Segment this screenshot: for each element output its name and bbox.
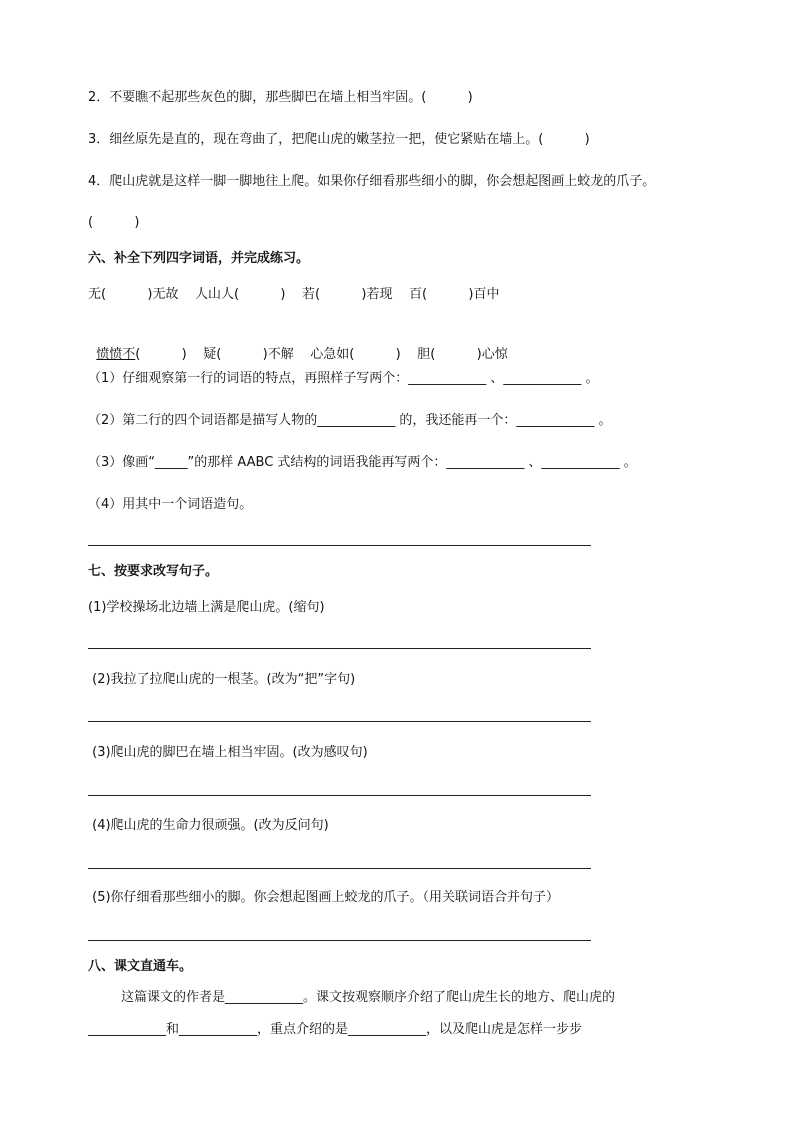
s6-q4: （4）用其中一个词语造句。 [88, 497, 253, 512]
s5-q4: 4．爬山虎就是这样一脚一脚地往上爬。如果你仔细看那些细小的脚，你会想起图画上蛟龙的爪子。 [88, 174, 656, 189]
s5-q4-blank: ( ) [88, 215, 140, 230]
s7-item-3: (3)爬山虎的脚巴在墙上相当牢固。(改为感叹句) [88, 745, 368, 760]
s7-answer-line-1[interactable] [88, 648, 591, 649]
s7-answer-line-3[interactable] [88, 795, 591, 796]
s8-line2: ____________和____________，重点介绍的是____________，以及爬山虎是怎样一步步 [88, 1022, 583, 1037]
s5-q2: 2．不要瞧不起那些灰色的脚，那些脚巴在墙上相当牢固。( ) [88, 90, 473, 105]
s6-row2-rest: ( ) 疑( )不解 心急如( ) 胆( )心惊 [135, 347, 508, 362]
s7-title: 七、按要求改写句子。 [88, 564, 219, 579]
s6-q2: （2）第二行的四个词语都是描写人物的____________ 的，我还能再一个：____________ 。 [88, 413, 612, 428]
s7-answer-line-4[interactable] [88, 868, 591, 869]
s8-line1: 这篇课文的作者是____________。课文按观察顺序介绍了爬山虎生长的地方、爬山虎的 [88, 990, 616, 1005]
s6-row2 [88, 328, 508, 364]
s7-answer-line-5[interactable] [88, 940, 591, 941]
s6-row1: 无( )无故 人山人( ) 若( )若现 百( )百中 [88, 287, 500, 302]
s6-title: 六、补全下列四字词语，并完成练习。 [88, 251, 310, 266]
s8-title: 八、课文直通车。 [88, 959, 193, 974]
s7-item-4: (4)爬山虎的生命力很顽强。(改为反问句) [88, 818, 329, 833]
s6-q1: （1）仔细观察第一行的词语的特点，再照样子写两个：____________ 、____________ 。 [88, 371, 599, 386]
s6-answer-line[interactable] [88, 545, 591, 546]
s6-row2-underlined-word: 愤愤不 [96, 347, 136, 362]
s6-q3: （3）像画“_____”的那样 AABC 式结构的词语我能再写两个：____________ 、____________ 。 [88, 455, 637, 470]
s5-q3: 3．细丝原先是直的，现在弯曲了，把爬山虎的嫩茎拉一把，使它紧贴在墙上。( ) [88, 132, 590, 147]
s7-item-2: (2)我拉了拉爬山虎的一根茎。(改为“把”字句) [88, 672, 356, 687]
s7-item-1: (1)学校操场北边墙上满是爬山虎。(缩句) [88, 600, 325, 615]
s7-answer-line-2[interactable] [88, 721, 591, 722]
s7-item-5: (5)你仔细看那些细小的脚。你会想起图画上蛟龙的爪子。（用关联词语合并句子） [88, 890, 560, 905]
